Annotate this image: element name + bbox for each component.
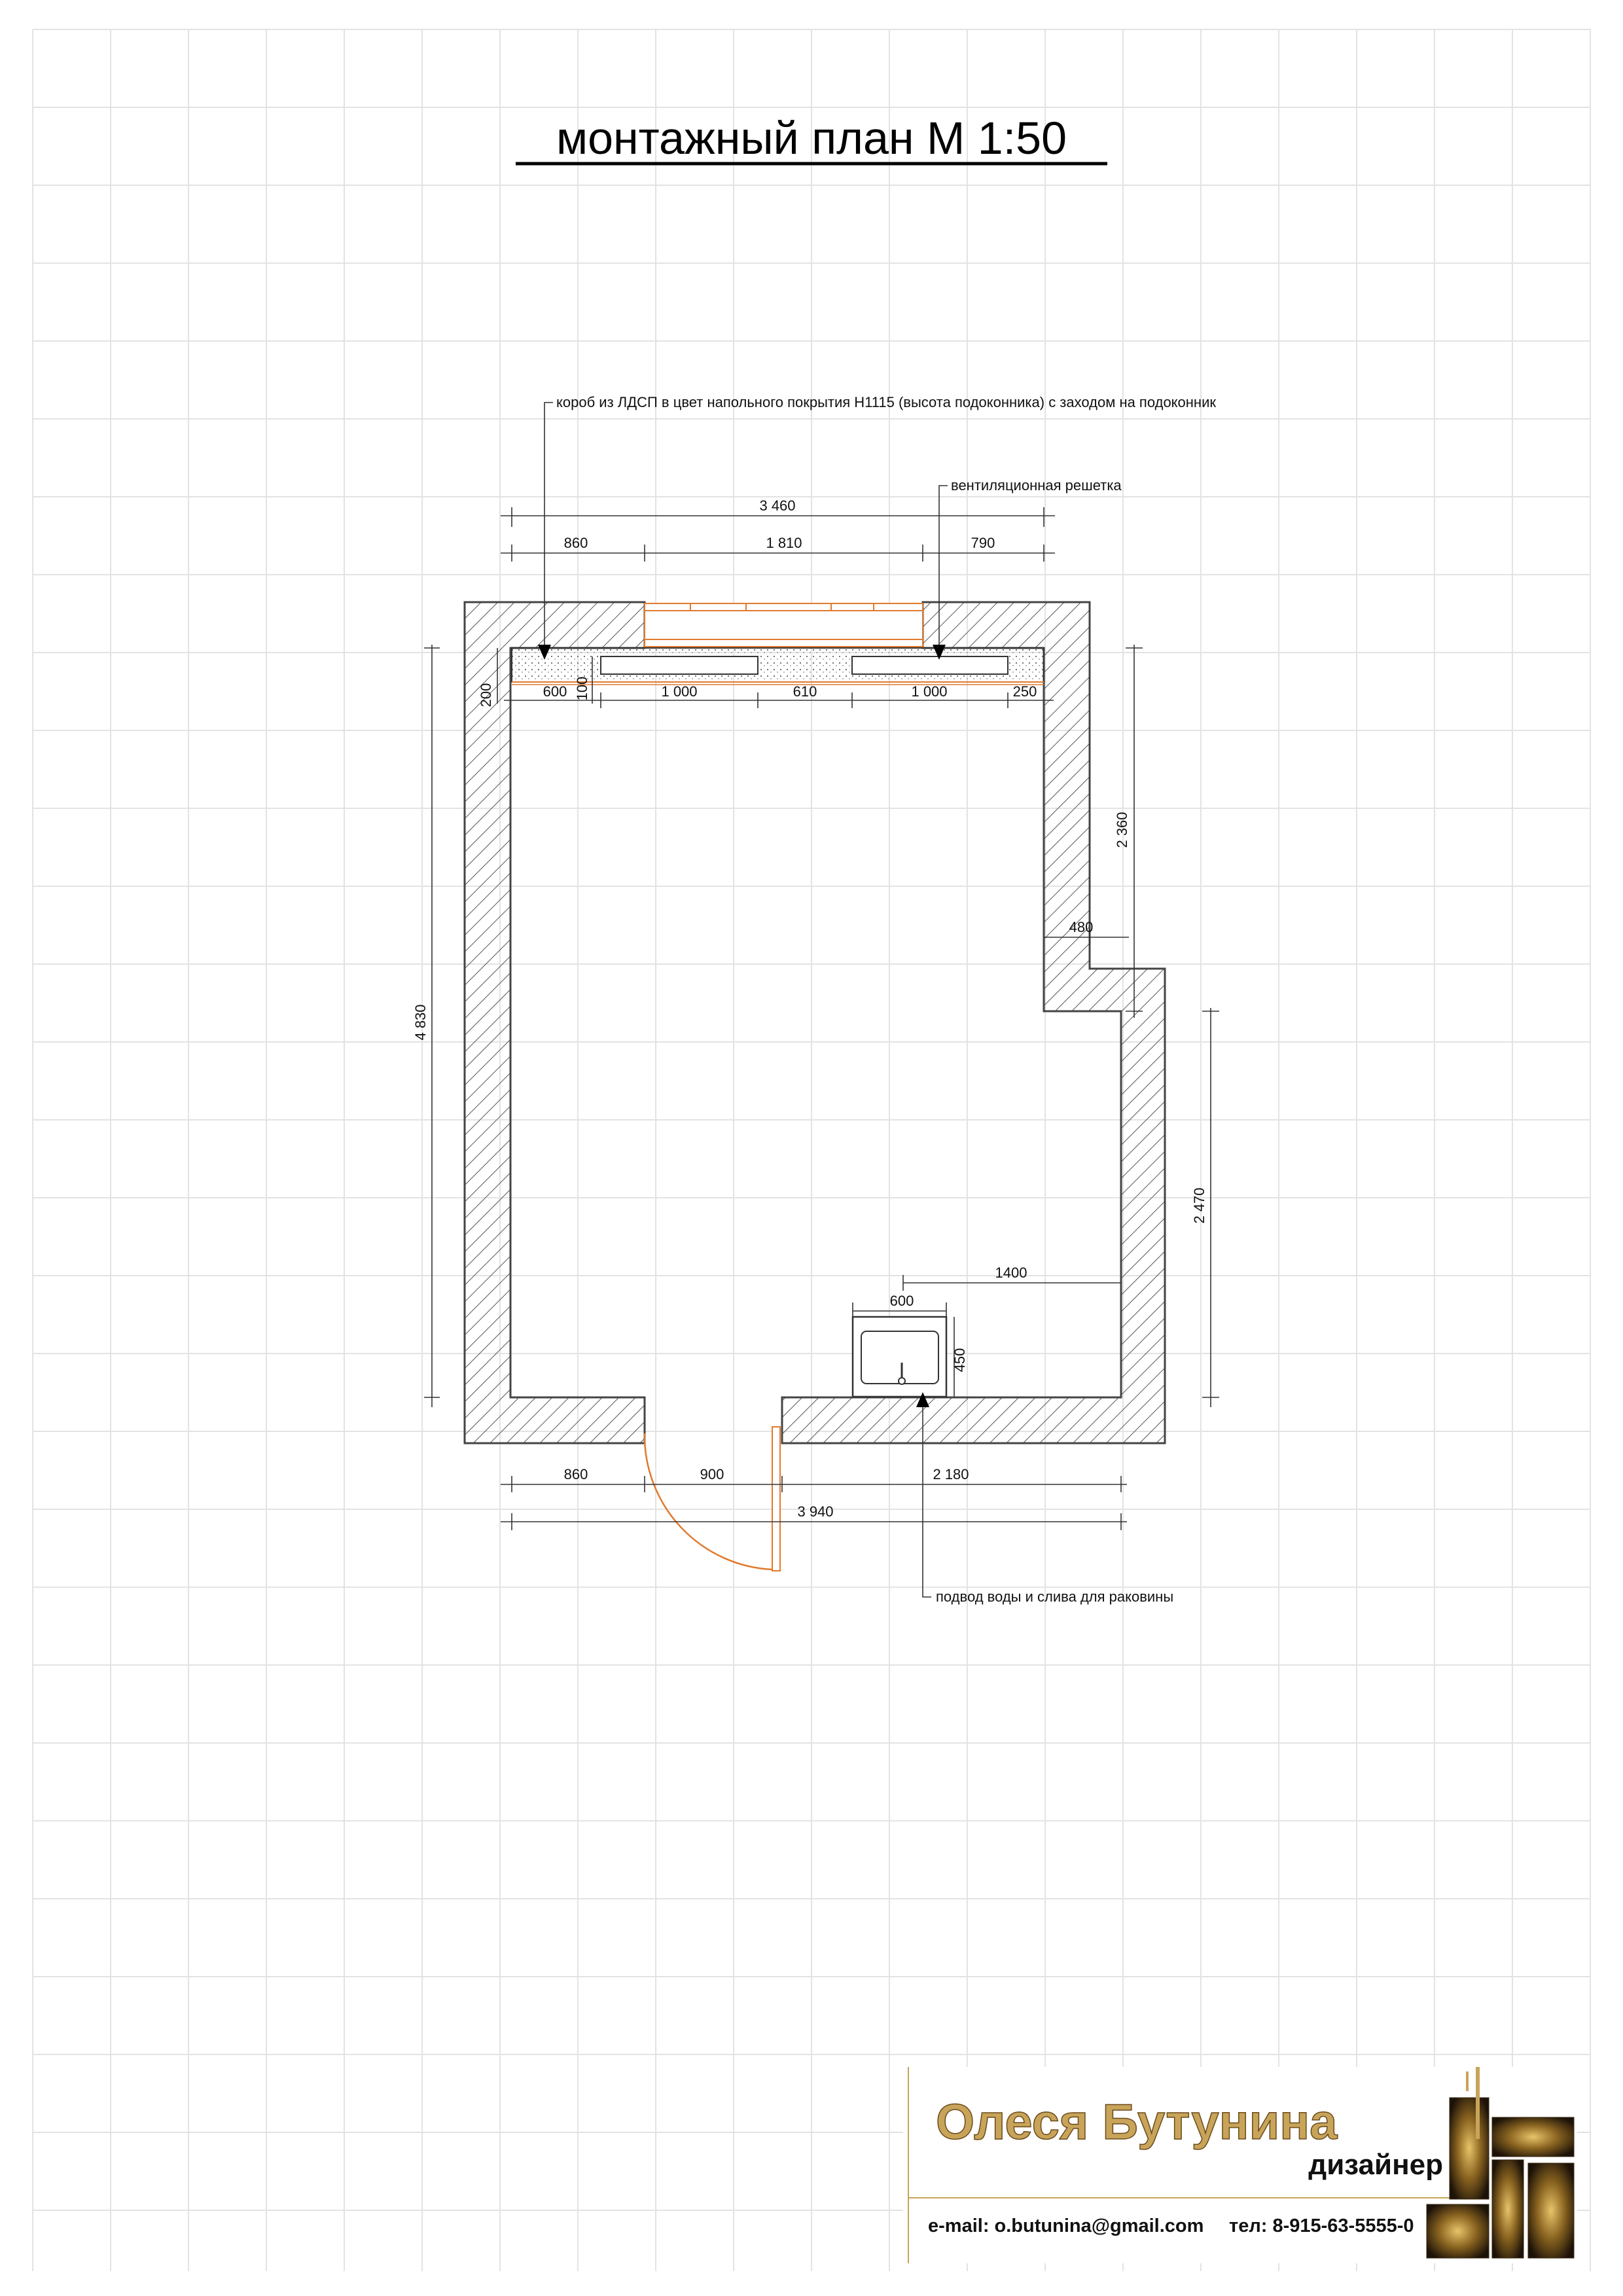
dim-seg-600: 600 xyxy=(543,683,567,700)
dim-top-window: 1 810 xyxy=(766,535,802,551)
dim-seg-610: 610 xyxy=(793,683,817,700)
dim-grille-depth: 100 xyxy=(574,676,590,701)
dim-right-lower: 2 470 xyxy=(1191,1187,1207,1224)
dim-bottom-left: 860 xyxy=(563,1466,588,1482)
dim-sink-depth: 450 xyxy=(952,1348,968,1372)
dim-sink-offset: 1400 xyxy=(995,1265,1027,1281)
dim-seg-1000-a: 1 000 xyxy=(661,683,698,700)
sill-box xyxy=(512,648,1044,685)
dim-right-upper: 2 360 xyxy=(1114,812,1130,848)
dim-top-left: 860 xyxy=(563,535,588,551)
vent-note: вентиляционная решетка xyxy=(951,477,1122,493)
dim-bottom-right: 2 180 xyxy=(933,1466,969,1482)
water-note: подвод воды и слива для раковины xyxy=(936,1588,1174,1605)
plan-title xyxy=(516,113,1107,164)
box-note: короб из ЛДСП в цвет напольного покрытия H1115 (высота подоконника) с заходом на подоконник xyxy=(556,394,1216,410)
brand-phone: тел: 8-915-63-5555-0 xyxy=(1229,2215,1414,2236)
dim-sink-width: 600 xyxy=(889,1293,914,1309)
dim-niche-depth: 480 xyxy=(1069,919,1094,935)
dim-door-width: 900 xyxy=(700,1466,724,1482)
title-text: монтажный план М 1:50 xyxy=(556,113,1067,164)
background-grid xyxy=(33,29,1590,2271)
walls xyxy=(465,602,1165,1443)
brand-role: дизайнер xyxy=(1308,2149,1443,2181)
entrance-door xyxy=(645,1427,780,1571)
brand-email: e-mail: o.butunina@gmail.com xyxy=(928,2215,1204,2236)
vent-grille-left xyxy=(601,656,758,674)
brand-name: Олеся Бутунина xyxy=(936,2094,1338,2150)
dim-top-total: 3 460 xyxy=(759,497,796,514)
vent-grille-right xyxy=(852,656,1008,674)
designer-stamp xyxy=(903,2067,1577,2263)
dim-sill-depth: 200 xyxy=(478,683,494,708)
window xyxy=(645,603,923,647)
sink xyxy=(853,1317,946,1397)
dim-bottom-total: 3 940 xyxy=(797,1503,834,1520)
dim-left-height: 4 830 xyxy=(412,1004,429,1041)
dim-seg-250: 250 xyxy=(1012,683,1037,700)
dim-seg-1000-b: 1 000 xyxy=(911,683,948,700)
dim-top-right: 790 xyxy=(971,535,995,551)
